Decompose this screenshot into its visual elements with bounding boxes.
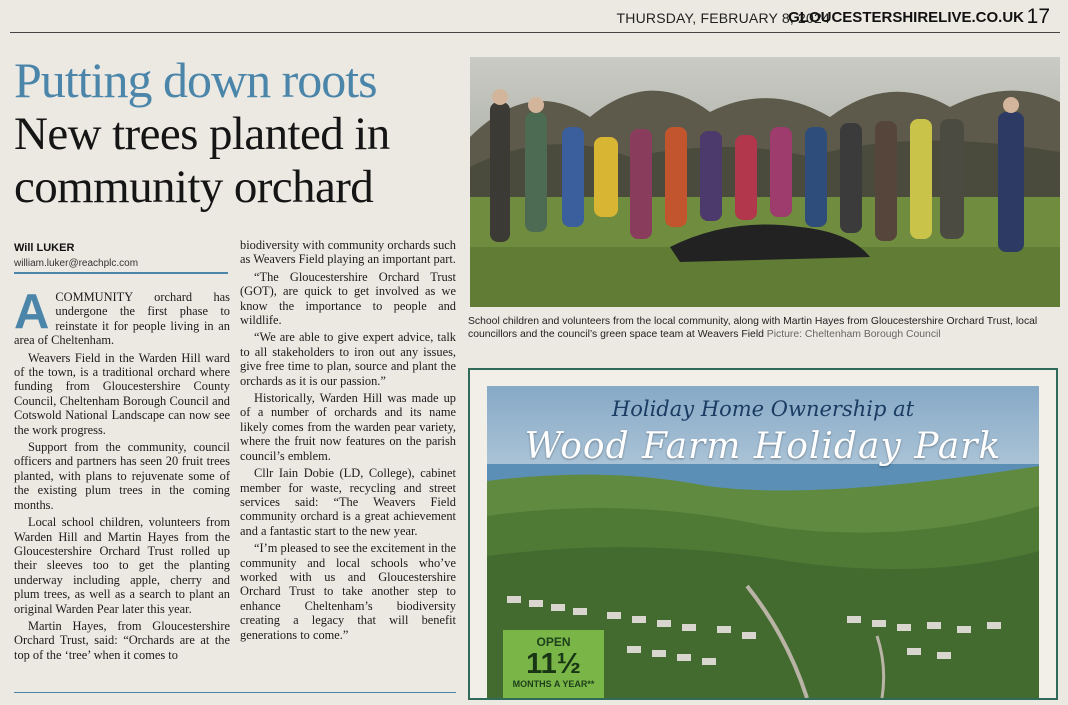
paragraph: biodiversity with community orchards such as Weavers Field playing an important part. — [240, 238, 456, 267]
advert-title-line-1: Holiday Home Ownership at — [611, 397, 915, 421]
badge-open-label: OPEN — [536, 635, 571, 649]
drop-cap: A — [14, 285, 50, 339]
byline-rule — [14, 272, 228, 274]
article-column-1 — [14, 285, 230, 665]
paragraph: Cllr Iain Dobie (LD, College), cabinet member for waste, recycling and street services said: “The Weavers Field community orchard is a great achievement and a fantastic start to the new year. — [240, 466, 456, 538]
masthead-rule — [10, 32, 1060, 33]
site-url[interactable]: GLOUCESTERSHIRELIVE.CO.UK — [788, 9, 1024, 26]
paragraph — [14, 285, 230, 348]
byline-author: Will LUKER — [14, 242, 75, 254]
photo-caption — [468, 315, 1062, 341]
photo-illustration — [470, 57, 1060, 307]
column-bottom-rule — [14, 692, 456, 693]
page-number: 17 — [1026, 5, 1050, 28]
article-kicker: Putting down roots — [14, 52, 377, 108]
badge-months-value: 11½ — [526, 648, 581, 680]
masthead — [0, 5, 1060, 30]
article-column-2 — [240, 238, 456, 645]
open-months-badge — [503, 630, 604, 698]
article-headline: New trees planted in community orchard — [14, 108, 390, 213]
caption-text: School children and volunteers from the local community, along with Martin Hayes from Gloucestershire Orchard Trust, local councillors and the council’s green space team at Weavers Field — [468, 316, 1038, 340]
article-photo — [470, 57, 1060, 307]
advert-title-line-2: Wood Farm Holiday Park — [524, 426, 1002, 467]
byline-email[interactable]: william.luker@reachplc.com — [14, 258, 139, 269]
paragraph-text: COMMUNITY orchard has undergone the first phase to reinstate it for people living in an area of Cheltenham. — [14, 290, 230, 348]
paragraph: Historically, Warden Hill was made up of a number of orchards and its name likely comes from the warden pear variety, where the fruit now features on the parish council’s emblem. — [240, 391, 456, 463]
paragraph: Support from the community, council officers and partners has seen 20 fruit trees planted, with plans to rejuvenate some of the existing plum trees in the coming months. — [14, 440, 230, 512]
paragraph: “We are able to give expert advice, talk to all stakeholders to iron out any issues, give free time to plan, source and plant the orchards as it is our passion.” — [240, 330, 456, 388]
paragraph: Local school children, volunteers from Warden Hill and Martin Hayes from the Gloucestershire Orchard Trust rolled up their sleeves too to get the planting underway including apple, cherry and plum trees, as well as a search to plant an original Warden Pear later this year. — [14, 515, 230, 616]
paragraph: “The Gloucestershire Orchard Trust (GOT), are quick to get involved as we know the importance to people and wildlife. — [240, 269, 456, 328]
paragraph: Weavers Field in the Warden Hill ward of the town, is a traditional orchard where funding from Gloucestershire County Council, Cheltenham Borough Council and Cotswold National Landscape can now see the work progress. — [14, 350, 230, 437]
paragraph: Martin Hayes, from Gloucestershire Orchard Trust, said: “Orchards are at the top of the ‘tree’ when it comes to — [14, 618, 230, 662]
paragraph: “I’m pleased to see the excitement in the community and local schools who’ve worked with us and Gloucestershire Orchard Trust to take another step to enhance Cheltenham’s biodiversity creating a legacy that will benefit generations to come.” — [240, 541, 456, 642]
issue-date: THURSDAY, FEBRUARY 8, 2024 — [616, 10, 830, 26]
badge-months-label: MONTHS A YEAR** — [512, 679, 595, 689]
photo-credit: Picture: Cheltenham Borough Council — [766, 329, 941, 340]
